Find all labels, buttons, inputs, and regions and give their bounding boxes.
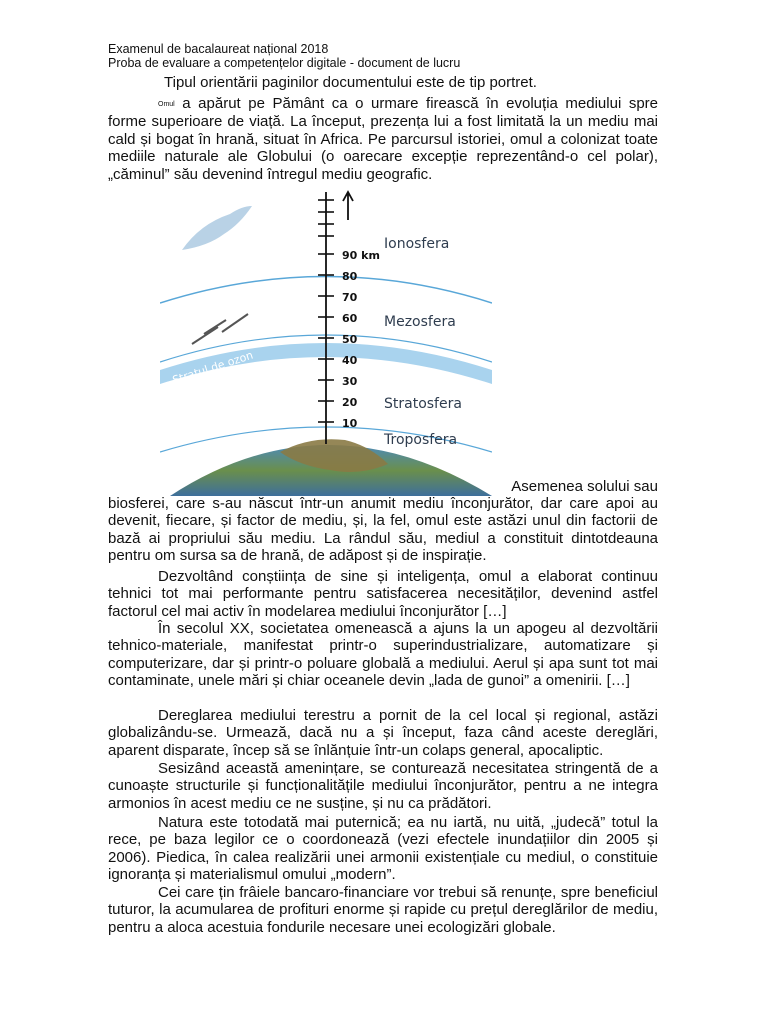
arrow-up-icon: [343, 192, 353, 220]
tick-10: 10: [342, 417, 358, 430]
cloud-icon: [182, 206, 252, 250]
label-troposfera: Troposfera: [384, 432, 458, 448]
tick-60: 60: [342, 312, 358, 325]
paragraph-2-side: Asemenea solului sau: [511, 478, 658, 495]
paragraph-3: Dezvoltând conștiința de sine și inteligența, omul a elaborat continuu tehnici tot mai performante pentru satisfacerea necesităților, devenind astfel factorul cel mai activ în modelarea mediului înconjurător […]: [108, 568, 658, 620]
intro-line: Tipul orientării paginilor documentului este de tip portret.: [164, 74, 537, 91]
label-ionosfera: Ionosfera: [384, 236, 450, 252]
paragraph-4: În secolul XX, societatea omenească a ajuns la un apogeu al dezvoltării tehnico-materiale, manifestat printr-o superindustrializare, automatizare și computerizare, dar și printr-o poluare globală a mediului. Aerul și apa sunt tot mai contaminate, unele mări și chiar oceanele devin „lada de gunoi” a omenirii. […]: [108, 620, 658, 690]
tick-50: 50: [342, 333, 358, 346]
paragraph-1-text: a apărut pe Pământ ca o urmare firească în evoluția mediului spre forme superioare de viață. La început, prezența lui a fost limitată la un mediu mai cald și bogat în hrană, situat în Africa. Pe parcursul istoriei, omul a colonizat toate mediile naturale ale Globului (o oarecare excepție reprezentând-o cel polar), „căminul” său devenind întregul mediu geografic.: [108, 95, 658, 183]
header-line-1: Examenul de bacalaureat național 2018: [108, 42, 329, 56]
paragraph-6: Sesizând această amenințare, se conturează necesitatea stringentă de a cunoaște structurile și funcționalitățile mediului înconjurător, pentru a ne integra armonios în acest mediu ce ne susține, și nu ca prădători.: [108, 760, 658, 812]
paragraph-8: Cei care țin frâiele bancaro-financiare vor trebui să renunțe, spre beneficiul tuturor, la acumularea de profituri enorme și rapide cu prețul dereglărilor de mediu, pentru a aloca acestuia fondurile necesare unei ecologizări globale.: [108, 884, 658, 936]
tick-70: 70: [342, 291, 358, 304]
paragraph-7: Natura este totodată mai puternică; ea nu iartă, nu uită, „judecă” totul la rece, pe baza legilor ce o coordonează (vezi efectele inundațiilor din 2005 și 2006). Piedica, în calea realizării unei armonii existențiale cu mediul, o constituie ignoranța și materialismul omului „modern”.: [108, 814, 658, 884]
label-mezosfera: Mezosfera: [384, 314, 456, 330]
tick-20: 20: [342, 396, 358, 409]
atmosphere-diagram: [160, 184, 492, 496]
tick-90: 90 km: [342, 249, 380, 262]
paragraph-2: biosferei, care s-au născut într-un anumit mediu înconjurător, dar care apoi au devenit, fiecare, și factor de mediu, și, la fel, omul este astăzi unul din factorii de bază ai propriului său mediu. La rândul său, mediul a constituit dintotdeauna pentru om sursa sa de hrană, de adăpost și de inspirație.: [108, 495, 658, 565]
tick-30: 30: [342, 375, 358, 388]
small-word: Omul: [158, 101, 175, 108]
paragraph-1: [108, 95, 658, 183]
header-line-2: Proba de evaluare a competențelor digitale - document de lucru: [108, 56, 461, 70]
document-header: [108, 42, 460, 70]
tick-40: 40: [342, 354, 358, 367]
label-ozone: Stratul de ozon: [170, 348, 255, 387]
tick-80: 80: [342, 270, 358, 283]
label-stratosfera: Stratosfera: [384, 396, 462, 412]
paragraph-5: Dereglarea mediului terestru a pornit de la cel local și regional, astăzi globalizându-se. Urmează, dacă nu a și început, faza când aceste dereglări, aparent disparate, încep să se înlănțuie într-un colaps general, apocaliptic.: [108, 707, 658, 759]
